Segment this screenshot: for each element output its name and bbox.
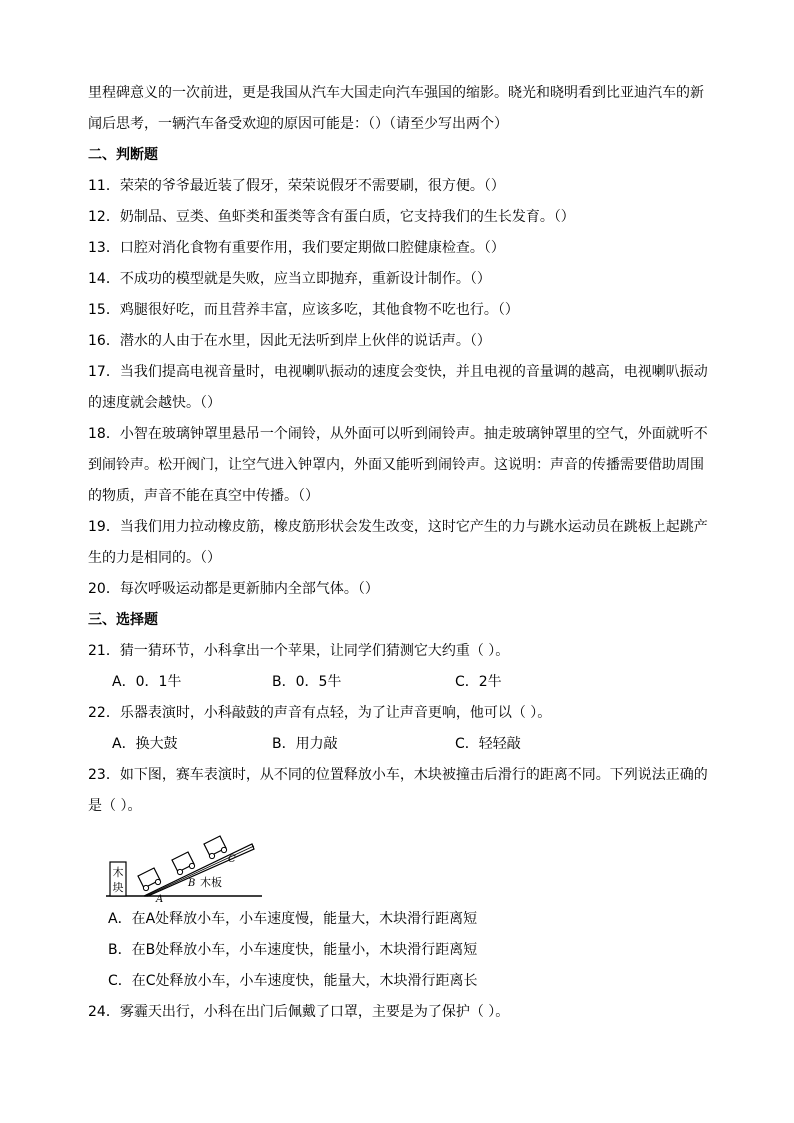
question-14: 14．不成功的模型就是失败，应当立即抛弃，重新设计制作。（） (88, 271, 491, 287)
point-c-label: C (228, 854, 236, 865)
ramp-diagram (104, 822, 264, 904)
question-17-line-2: 的速度就会越快。（） (88, 395, 221, 411)
question-23-option-b: B．在B处释放小车，小车速度快，能量小，木块滑行距离短 (108, 942, 478, 958)
question-18-line-2: 到闹铃声。松开阀门，让空气进入钟罩内，外面又能听到闹铃声。这说明：声音的传播需要借助周围 (88, 457, 704, 473)
question-18-line-3: 的物质，声音不能在真空中传播。（） (88, 488, 319, 504)
question-23-line-1: 23．如下图，赛车表演时，从不同的位置释放小车，木块被撞击后滑行的距离不同。下列说法正确的 (88, 767, 708, 783)
option-c: C．轻轻敲 (455, 736, 521, 752)
block-label-2: 块 (112, 881, 124, 894)
question-23-option-c: C．在C处释放小车，小车速度快，能量大，木块滑行距离长 (108, 973, 478, 989)
car-c (204, 836, 227, 859)
question-23-line-2: 是（ ）。 (88, 798, 142, 814)
question-15: 15．鸡腿很好吃，而且营养丰富，应该多吃，其他食物不吃也行。（） (88, 302, 519, 318)
ramp-figure (104, 822, 713, 904)
question-24-stem: 24．雾霾天出行，小科在出门后佩戴了口罩，主要是为了保护（ ）。 (88, 1004, 510, 1020)
question-19-line-2: 生的力是相同的。（） (88, 550, 221, 566)
option-a: A．换大鼓 (112, 736, 178, 752)
point-a-label: A (156, 894, 164, 904)
option-b: B．用力敲 (272, 736, 338, 752)
car-a (138, 868, 161, 891)
point-b-label: B (188, 878, 196, 889)
question-16: 16．潜水的人由于在水里，因此无法听到岸上伙伴的说话声。（） (88, 333, 491, 349)
option-b: B．0．5牛 (272, 674, 342, 690)
question-11: 11．荣荣的爷爷最近装了假牙，荣荣说假牙不需要刷，很方便。（） (88, 178, 505, 194)
question-22-options (88, 729, 713, 760)
question-23-option-a: A．在A处释放小车，小车速度慢，能量大，木块滑行距离短 (108, 911, 478, 927)
option-a: A．0．1牛 (112, 674, 182, 690)
question-20: 20．每次呼吸运动都是更新肺内全部气体。（） (88, 581, 379, 597)
question-21-options (88, 667, 713, 698)
question-19-line-1: 19．当我们用力拉动橡皮筋，橡皮筋形状会发生改变，这时它产生的力与跳水运动员在跳板上起跳产 (88, 519, 708, 535)
question-12: 12．奶制品、豆类、鱼虾类和蛋类等含有蛋白质，它支持我们的生长发育。（） (88, 209, 575, 225)
question-17-line-1: 17．当我们提高电视音量时，电视喇叭振动的速度会变快，并且电视的音量调的越高，电视喇叭振动 (88, 364, 708, 380)
section-title-judgement: 二、判断题 (88, 147, 158, 163)
block-label-1: 木 (112, 866, 124, 879)
exam-page (88, 78, 713, 1028)
question-18-line-1: 18．小智在玻璃钟罩里悬吊一个闹铃，从外面可以听到闹铃声。抽走玻璃钟罩里的空气，外面就听不 (88, 426, 708, 442)
intro-line-2: 闻后思考，一辆汽车备受欢迎的原因可能是：（）（请至少写出两个） (88, 116, 508, 132)
board-label: 木板 (200, 876, 222, 889)
ramp-board (144, 844, 254, 896)
question-13: 13．口腔对消化食物有重要作用，我们要定期做口腔健康检查。（） (88, 240, 505, 256)
section-title-choice: 三、选择题 (88, 612, 158, 628)
option-c: C．2牛 (455, 674, 502, 690)
question-22-stem: 22．乐器表演时，小科敲鼓的声音有点轻，为了让声音更响，他可以（ ）。 (88, 705, 552, 721)
car-b (172, 852, 195, 875)
intro-line-1: 里程碑意义的一次前进，更是我国从汽车大国走向汽车强国的缩影。晓光和晓明看到比亚迪汽车的新 (88, 85, 704, 101)
question-21-stem: 21．猜一猜环节，小科拿出一个苹果，让同学们猜测它大约重（ ）。 (88, 643, 510, 659)
